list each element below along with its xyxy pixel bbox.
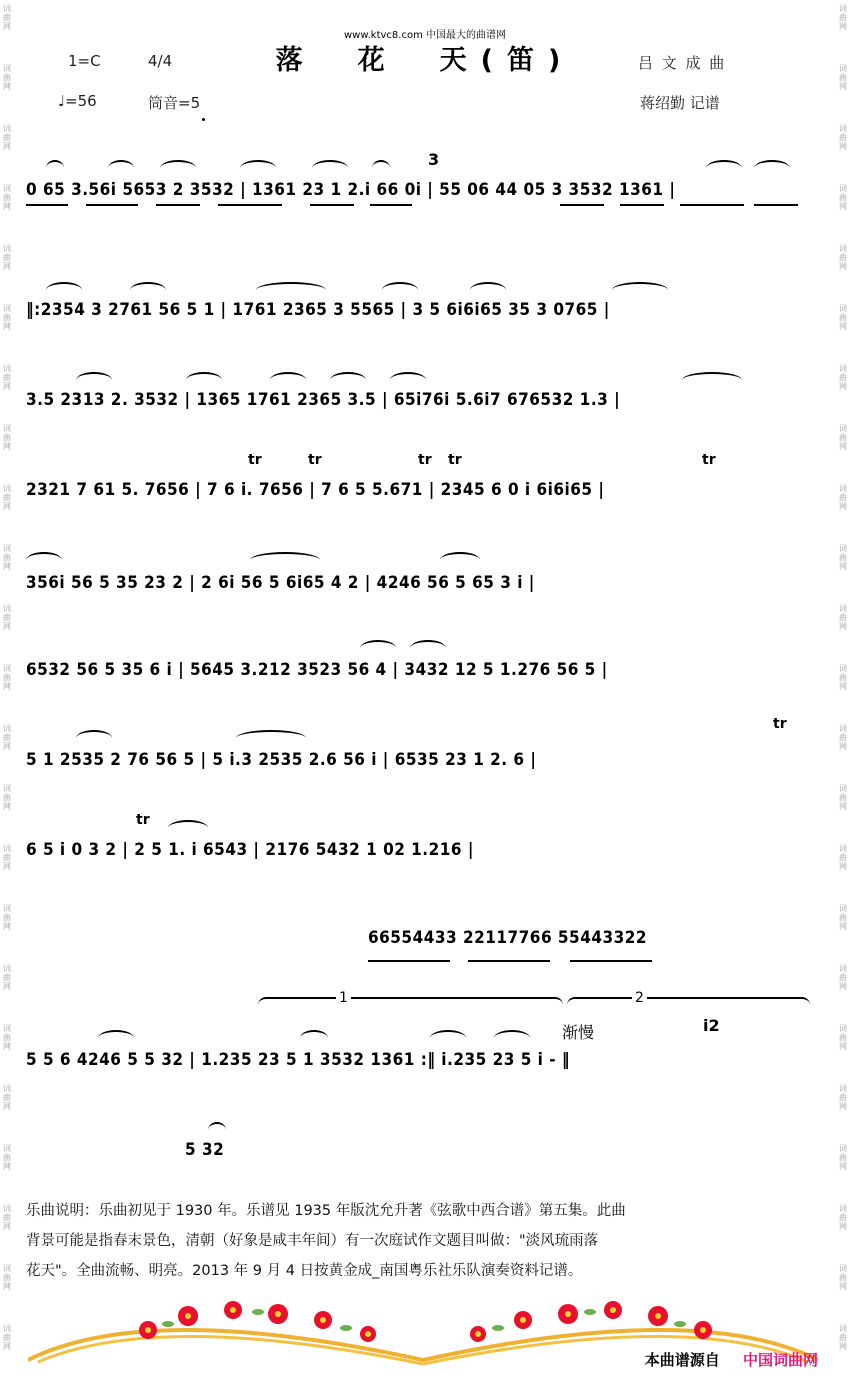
slur xyxy=(390,372,426,380)
tempo-mark-ritardando: 渐慢 xyxy=(562,1023,595,1042)
left-edge-watermark xyxy=(0,0,14,1400)
slur xyxy=(76,372,112,380)
beam-line xyxy=(560,204,604,206)
beam-line xyxy=(156,204,200,206)
edge-watermark-text: 词 曲 网 xyxy=(3,1324,11,1351)
edge-watermark-text: 词 曲 网 xyxy=(839,484,847,511)
slur xyxy=(382,282,418,290)
edge-watermark-text: 词 曲 网 xyxy=(839,784,847,811)
edge-watermark-text: 词 曲 网 xyxy=(839,904,847,931)
score-line-7: 5 1 2535 2 76 56 5 | 5 i.3 2535 2.6 56 i | 6535 23 1 2. 6 | xyxy=(26,750,537,770)
trill-mark: tr xyxy=(248,452,262,468)
edge-watermark-text: 词 曲 网 xyxy=(839,304,847,331)
edge-watermark-text: 词 曲 网 xyxy=(839,1204,847,1231)
slur xyxy=(160,160,196,168)
edge-watermark-text: 词 曲 网 xyxy=(839,1264,847,1291)
edge-watermark-text: 词 曲 网 xyxy=(839,844,847,871)
slur xyxy=(46,282,82,290)
trill-mark: tr xyxy=(448,452,462,468)
edge-watermark-text: 词 曲 网 xyxy=(3,904,11,931)
edge-watermark-text: 词 曲 网 xyxy=(839,664,847,691)
description-line-3: 花天"。全曲流畅、明亮。2013 年 9 月 4 日按黄金成_南国粤乐社乐队演奏资料记谱。 xyxy=(26,1263,583,1279)
score-line-6: 6532 56 5 35 6 i | 5645 3.212 3523 56 4 | 3432 12 5 1.276 56 5 | xyxy=(26,660,608,680)
slur xyxy=(26,552,62,560)
score-line-4: 2321 7 61 5. 7656 | 7 6 i. 7656 | 7 6 5 5.671 | 2345 6 0 i 6i6i65 | xyxy=(26,480,605,500)
trill-mark: tr xyxy=(418,452,432,468)
beam-line xyxy=(680,204,744,206)
beam-line xyxy=(26,204,68,206)
slur xyxy=(430,1030,466,1038)
edge-watermark-text: 词 曲 网 xyxy=(839,364,847,391)
slur xyxy=(682,372,742,380)
score-line-5: 356i 56 5 35 23 2 | 2 6i 56 5 6i65 4 2 | 4246 56 5 65 3 i | xyxy=(26,573,535,593)
site-header: www.ktvc8.com 中国最大的曲谱网 xyxy=(343,30,506,41)
edge-watermark-text: 词 曲 网 xyxy=(3,784,11,811)
trill-mark: tr xyxy=(702,452,716,468)
source-brand-link[interactable]: 中国词曲网 xyxy=(742,1351,818,1369)
score-line-1: 0 65 3.56i 5653 2 3532 | 1361 23 1 2.i 66 0i | 55 06 44 05 3 3532 1361 | xyxy=(26,180,676,200)
slur xyxy=(440,552,480,560)
score-line-coda: 5 32 xyxy=(185,1140,225,1160)
triplet-mark: 3 xyxy=(428,150,440,169)
slur xyxy=(494,1030,530,1038)
slur xyxy=(76,730,112,738)
source-label: 本曲谱源自 xyxy=(644,1351,720,1369)
slur xyxy=(236,730,306,738)
edge-watermark-text: 词 曲 网 xyxy=(839,244,847,271)
edge-watermark-text: 词 曲 网 xyxy=(839,124,847,151)
edge-watermark-text: 词 曲 网 xyxy=(839,1144,847,1171)
slur xyxy=(108,160,134,168)
edge-watermark-text: 词 曲 网 xyxy=(839,424,847,451)
trill-mark: tr xyxy=(773,716,787,732)
beam-line xyxy=(370,204,412,206)
slur xyxy=(130,282,166,290)
beam-line xyxy=(468,960,550,962)
edge-watermark-text: 词 曲 网 xyxy=(3,4,11,31)
slur xyxy=(312,160,348,168)
beam-line xyxy=(86,204,138,206)
score-line-3: 3.5 2313 2. 3532 | 1365 1761 2365 3.5 | 65i76i 5.6i7 676532 1.3 | xyxy=(26,390,621,410)
slur xyxy=(168,820,208,828)
score-line-tremolo: 66554433 22117766 55443322 xyxy=(368,928,648,948)
volta-bracket-2 xyxy=(567,997,810,1007)
edge-watermark-text: 词 曲 网 xyxy=(3,304,11,331)
slur xyxy=(372,160,390,168)
composer: 吕 文 成 曲 xyxy=(638,54,727,72)
edge-watermark-text: 词 曲 网 xyxy=(3,544,11,571)
edge-watermark-text: 词 曲 网 xyxy=(839,724,847,751)
edge-watermark-text: 词 曲 网 xyxy=(3,1144,11,1171)
right-edge-watermark xyxy=(836,0,850,1400)
edge-watermark-text: 词 曲 网 xyxy=(3,184,11,211)
slur xyxy=(330,372,366,380)
slur xyxy=(186,372,222,380)
beam-line xyxy=(570,960,652,962)
slur xyxy=(410,640,446,648)
edge-watermark-text: 词 曲 网 xyxy=(3,724,11,751)
edge-watermark-text: 词 曲 网 xyxy=(839,64,847,91)
beam-line xyxy=(310,204,354,206)
edge-watermark-text: 词 曲 网 xyxy=(3,1264,11,1291)
edge-watermark-text: 词 曲 网 xyxy=(3,844,11,871)
volta-1-label: 1 xyxy=(336,990,351,1006)
slur xyxy=(360,640,396,648)
volta-2-label: 2 xyxy=(632,990,647,1006)
slur xyxy=(98,1030,134,1038)
time-signature: 4/4 xyxy=(148,52,173,70)
page-title: 落 花 天(笛) xyxy=(275,45,575,76)
description-line-2: 背景可能是指春末景色，清朝（好象是咸丰年间）有一次庭试作文题目叫做："淡风琉雨落 xyxy=(26,1233,599,1249)
edge-watermark-text: 词 曲 网 xyxy=(3,604,11,631)
edge-watermark-text: 词 曲 网 xyxy=(839,964,847,991)
fingering-dot xyxy=(202,118,205,121)
edge-watermark-text: 词 曲 网 xyxy=(3,664,11,691)
edge-watermark-text: 词 曲 网 xyxy=(3,1204,11,1231)
slur xyxy=(270,372,306,380)
edge-watermark-text: 词 曲 网 xyxy=(839,4,847,31)
edge-watermark-text: 词 曲 网 xyxy=(839,544,847,571)
slur xyxy=(46,160,64,168)
edge-watermark-text: 词 曲 网 xyxy=(839,1024,847,1051)
slur xyxy=(706,160,742,168)
slur xyxy=(250,552,320,560)
edge-watermark-text: 词 曲 网 xyxy=(839,1324,847,1351)
edge-watermark-text: 词 曲 网 xyxy=(3,484,11,511)
edge-watermark-text: 词 曲 网 xyxy=(3,244,11,271)
edge-watermark-text: 词 曲 网 xyxy=(3,964,11,991)
beam-line xyxy=(368,960,450,962)
volta-bracket-1 xyxy=(258,997,563,1007)
trill-mark: tr xyxy=(308,452,322,468)
score-line-8: 6 5 i 0 3 2 | 2 5 1. i 6543 | 2176 5432 1 02 1.216 | xyxy=(26,840,474,860)
edge-watermark-text: 词 曲 网 xyxy=(3,1024,11,1051)
key-signature: 1=C xyxy=(68,52,101,70)
source-credit xyxy=(645,1349,818,1370)
slur xyxy=(240,160,276,168)
trill-mark: tr xyxy=(136,812,150,828)
edge-watermark-text: 词 曲 网 xyxy=(839,1084,847,1111)
edge-watermark-text: 词 曲 网 xyxy=(3,424,11,451)
slur xyxy=(470,282,506,290)
beam-line xyxy=(218,204,282,206)
grace-note: i2 xyxy=(703,1016,720,1035)
beam-line xyxy=(754,204,798,206)
edge-watermark-text: 词 曲 网 xyxy=(3,64,11,91)
edge-watermark-text: 词 曲 网 xyxy=(3,364,11,391)
edge-watermark-text: 词 曲 网 xyxy=(839,604,847,631)
edge-watermark-text: 词 曲 网 xyxy=(3,1084,11,1111)
slur xyxy=(256,282,326,290)
slur xyxy=(612,282,668,290)
slur xyxy=(208,1122,226,1130)
edge-watermark-text: 词 曲 网 xyxy=(839,184,847,211)
score-line-2: ‖:2354 3 2761 56 5 1 | 1761 2365 3 5565 | 3 5 6i6i65 35 3 0765 | xyxy=(26,300,610,320)
beam-line xyxy=(620,204,664,206)
score-line-9: 5 5 6 4246 5 5 32 | 1.235 23 5 1 3532 1361 :‖ i.235 23 5 i - ‖ xyxy=(26,1050,571,1070)
slur xyxy=(754,160,790,168)
transcriber: 蒋绍勤 记谱 xyxy=(640,94,720,112)
description-line-1: 乐曲说明：乐曲初见于 1930 年。乐谱见 1935 年版沈允升著《弦歌中西合谱》第五集。此曲 xyxy=(26,1203,626,1219)
fingering: 筒音=5 xyxy=(148,94,201,112)
edge-watermark-text: 词 曲 网 xyxy=(3,124,11,151)
slur xyxy=(300,1030,328,1038)
tempo: ♩=56 xyxy=(58,92,97,110)
